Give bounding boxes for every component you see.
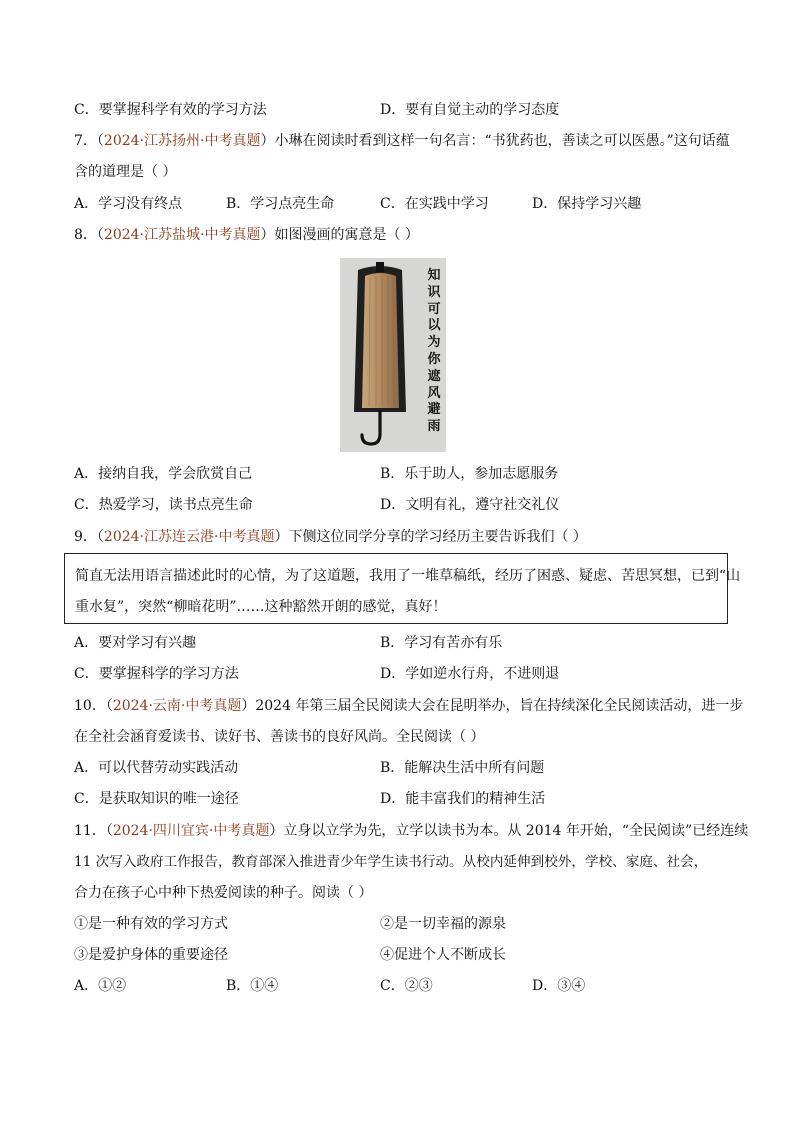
q9-number: 9．（	[74, 529, 104, 545]
q7-option-c: C．在实践中学习	[380, 196, 489, 212]
q11-option-d: D．③④	[532, 978, 586, 994]
q9-option-b: B．学习有苦亦有乐	[380, 635, 503, 651]
q7-option-d: D．保持学习兴趣	[532, 196, 642, 212]
q7-number: 7．（	[74, 133, 104, 149]
q8-option-d: D．文明有礼，遵守社交礼仪	[380, 497, 560, 513]
q11-stem-text1: ）立身以立学为先，立学以读书为本。从 2014 年开始，“全民阅读”已经连续	[269, 823, 749, 839]
q10-option-d: D．能丰富我们的精神生活	[380, 791, 546, 807]
q10-stem-line2: 在全社会涵育爱读书、读好书、善读书的良好风尚。全民阅读（ ）	[74, 729, 485, 745]
q11-option-a: A．①②	[74, 978, 127, 994]
q11-option-b: B．①④	[226, 978, 279, 994]
q6-option-c: C．要掌握科学有效的学习方法	[74, 102, 267, 118]
q7-stem-text1: ）小琳在阅读时看到这样一句名言：“书犹药也，善读之可以医愚。”这句话蕴	[260, 133, 730, 149]
q7-option-b: B．学习点亮生命	[226, 196, 335, 212]
q10-stem-text1: ）2024 年第三届全民阅读大会在昆明举办，旨在持续深化全民阅读活动，进一步	[241, 698, 744, 714]
q11-item-1: ①是一种有效的学习方式	[74, 916, 228, 932]
q11-stem-line1	[74, 820, 748, 842]
q9-stem	[74, 526, 587, 548]
q8-source: 2024·江苏盐城·中考真题	[103, 227, 261, 243]
q8-stem-text: ）如图漫画的寓意是（ ）	[260, 227, 419, 243]
q10-option-b: B．能解决生活中所有问题	[380, 760, 545, 776]
q9-option-a: A．要对学习有兴趣	[74, 635, 197, 651]
q6-option-d: D．要有自觉主动的学习态度	[380, 102, 560, 118]
q11-item-4: ④促进个人不断成长	[380, 947, 506, 963]
q9-quote-box	[64, 553, 741, 624]
q11-option-c: C．②③	[380, 978, 433, 994]
q10-option-c: C．是获取知识的唯一途径	[74, 791, 239, 807]
q7-stem-line2: 含的道理是（ ）	[74, 164, 177, 180]
q11-item-3: ③是爱护身体的重要途径	[74, 947, 228, 963]
cartoon-caption: 知 识 可 以 为 你 遮 风 避 雨	[427, 268, 441, 435]
q9-option-d: D．学如逆水行舟，不进则退	[380, 666, 560, 682]
q9-quote-line2: 重水复”，突然“柳暗花明”……这种豁然开朗的感觉，真好！	[75, 599, 447, 615]
q7-stem-line1	[74, 130, 730, 152]
q8-option-a: A．接纳自我，学会欣赏自己	[74, 466, 253, 482]
q10-source: 2024·云南·中考真题	[112, 698, 242, 714]
q10-number: 10．（	[74, 698, 113, 714]
q11-number: 11．（	[74, 823, 113, 839]
q8-stem	[74, 224, 419, 246]
q9-stem-text: ）下侧这位同学分享的学习经历主要告诉我们（ ）	[274, 529, 587, 545]
q10-stem-line1	[74, 695, 743, 717]
q11-stem-line3: 合力在孩子心中种下热爱阅读的种子。阅读（ ）	[74, 885, 373, 901]
q7-option-a: A．学习没有终点	[74, 196, 183, 212]
q8-option-c: C．热爱学习，读书点亮生命	[74, 497, 253, 513]
q10-option-a: A．可以代替劳动实践活动	[74, 760, 239, 776]
q9-source: 2024·江苏连云港·中考真题	[103, 529, 275, 545]
q8-number: 8．（	[74, 227, 104, 243]
q7-source: 2024·江苏扬州·中考真题	[103, 133, 261, 149]
q11-item-2: ②是一切幸福的源泉	[380, 916, 506, 932]
q9-quote-line1: 简直无法用语言描述此时的心情，为了这道题，我用了一堆草稿纸，经历了困惑、疑虑、苦思冥想，已到“山	[75, 568, 741, 584]
q9-option-c: C．要掌握科学的学习方法	[74, 666, 239, 682]
q8-option-b: B．乐于助人，参加志愿服务	[380, 466, 559, 482]
q11-source: 2024·四川宜宾·中考真题	[112, 823, 270, 839]
q11-stem-line2: 11 次写入政府工作报告，教育部深入推进青少年学生读书行动。从校内延伸到校外，学校、家庭、社会，	[74, 854, 708, 870]
